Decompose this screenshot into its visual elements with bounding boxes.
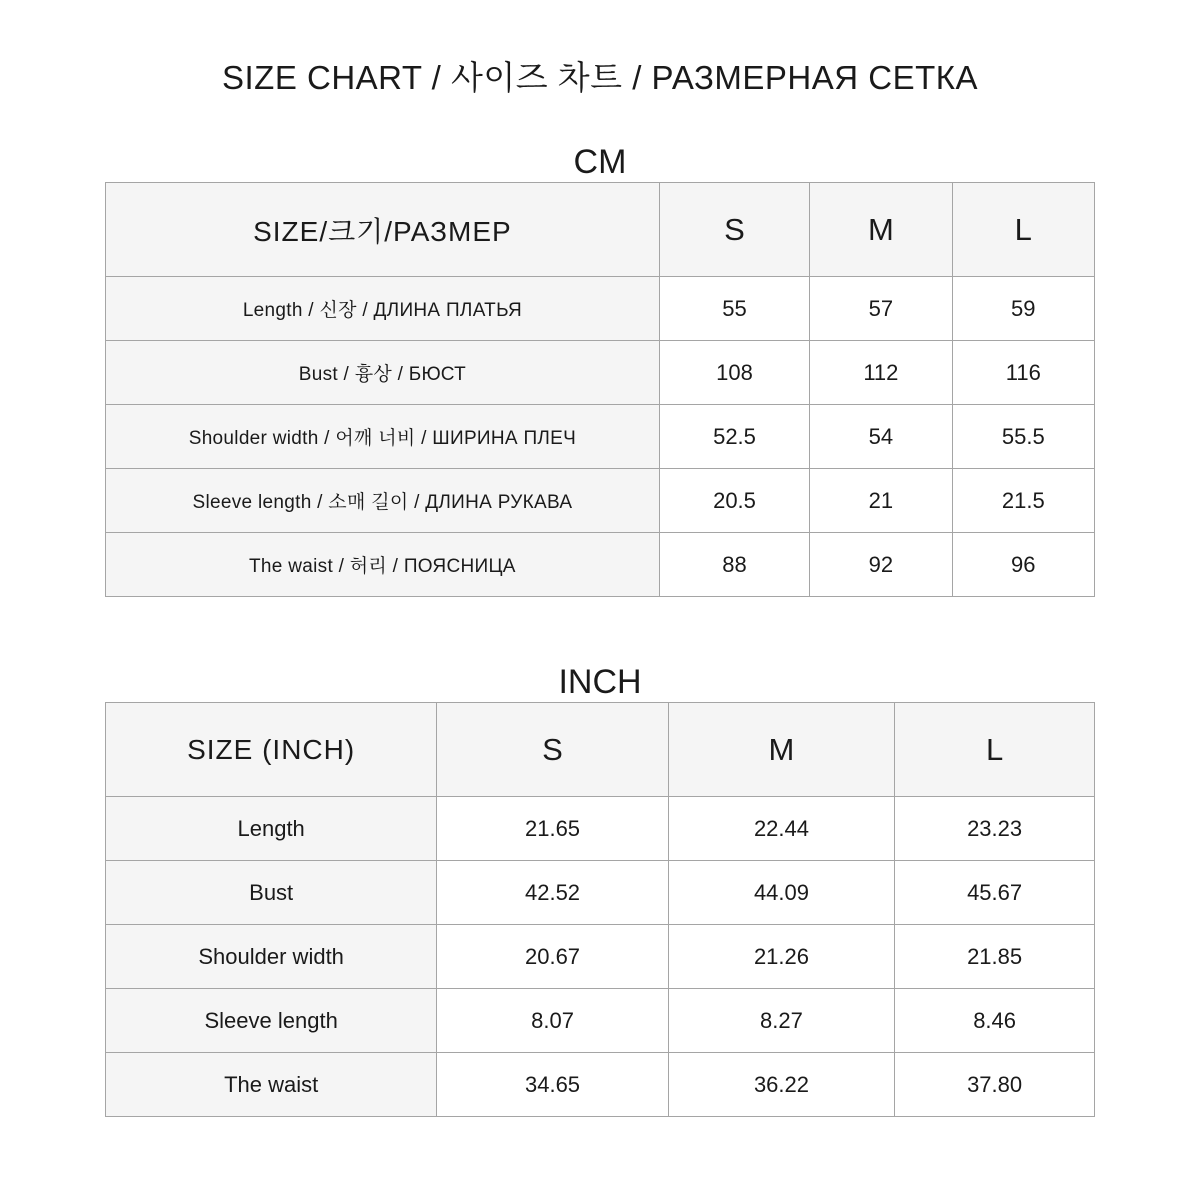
- measurement-value: 44.09: [668, 861, 894, 925]
- measurement-value: 21.5: [952, 469, 1094, 533]
- measurement-value: 55.5: [952, 405, 1094, 469]
- measurement-value: 96: [952, 533, 1094, 597]
- measurement-value: 112: [810, 341, 952, 405]
- measurement-value: 8.46: [895, 989, 1095, 1053]
- measurement-value: 108: [659, 341, 809, 405]
- measurement-value: 92: [810, 533, 952, 597]
- measurement-value: 8.27: [668, 989, 894, 1053]
- page-title: SIZE CHART / 사이즈 차트 / РАЗМЕРНАЯ СЕТКА: [221, 59, 979, 96]
- measurement-value: 37.80: [895, 1053, 1095, 1117]
- table-row-waist: [106, 1053, 1095, 1117]
- measurement-value: 8.07: [437, 989, 668, 1053]
- measurement-value: 21.85: [895, 925, 1095, 989]
- measurement-value: 59: [952, 277, 1094, 341]
- measurement-value: 34.65: [437, 1053, 668, 1117]
- measurement-label: Length: [106, 797, 437, 861]
- measurement-label: Sleeve length / 소매 길이 / ДЛИНА РУКАВА: [106, 469, 660, 533]
- measurement-value: 21.65: [437, 797, 668, 861]
- measurement-value: 20.5: [659, 469, 809, 533]
- measurement-label: Bust / 흉상 / БЮСТ: [106, 341, 660, 405]
- measurement-label: Shoulder width: [106, 925, 437, 989]
- table-row-bust: [106, 861, 1095, 925]
- inch-header-size-s: S: [437, 703, 668, 797]
- table-row-sleeve-length: [106, 989, 1095, 1053]
- measurement-value: 42.52: [437, 861, 668, 925]
- inch-header-row: [106, 703, 1095, 797]
- measurement-value: 116: [952, 341, 1094, 405]
- measurement-value: 54: [810, 405, 952, 469]
- measurement-value: 57: [810, 277, 952, 341]
- table-row-bust: [106, 341, 1095, 405]
- measurement-value: 55: [659, 277, 809, 341]
- measurement-label: Sleeve length: [106, 989, 437, 1053]
- table-row-length: [106, 277, 1095, 341]
- inch-size-table: [105, 702, 1095, 1117]
- measurement-value: 36.22: [668, 1053, 894, 1117]
- table-row-shoulder-width: [106, 925, 1095, 989]
- measurement-value: 45.67: [895, 861, 1095, 925]
- measurement-value: 21.26: [668, 925, 894, 989]
- cm-header-size-label: SIZE/크기/РАЗМЕР: [106, 183, 660, 277]
- measurement-value: 23.23: [895, 797, 1095, 861]
- cm-header-size-s: S: [659, 183, 809, 277]
- inch-section-heading: INCH: [558, 663, 642, 701]
- measurement-label: The waist / 허리 / ПОЯСНИЦА: [106, 533, 660, 597]
- inch-header-size-m: M: [668, 703, 894, 797]
- measurement-value: 20.67: [437, 925, 668, 989]
- table-row-shoulder-width: [106, 405, 1095, 469]
- cm-size-table: [105, 182, 1095, 597]
- measurement-label: The waist: [106, 1053, 437, 1117]
- table-row-length: [106, 797, 1095, 861]
- measurement-value: 88: [659, 533, 809, 597]
- measurement-label: Shoulder width / 어깨 너비 / ШИРИНА ПЛЕЧ: [106, 405, 660, 469]
- measurement-value: 52.5: [659, 405, 809, 469]
- cm-header-row: [106, 183, 1095, 277]
- table-row-waist: [106, 533, 1095, 597]
- cm-header-size-m: M: [810, 183, 952, 277]
- measurement-label: Length / 신장 / ДЛИНА ПЛАТЬЯ: [106, 277, 660, 341]
- measurement-value: 22.44: [668, 797, 894, 861]
- measurement-value: 21: [810, 469, 952, 533]
- table-row-sleeve-length: [106, 469, 1095, 533]
- inch-header-size-l: L: [895, 703, 1095, 797]
- measurement-label: Bust: [106, 861, 437, 925]
- inch-header-size-label: SIZE (INCH): [106, 703, 437, 797]
- cm-section-heading: CM: [573, 143, 627, 181]
- cm-header-size-l: L: [952, 183, 1094, 277]
